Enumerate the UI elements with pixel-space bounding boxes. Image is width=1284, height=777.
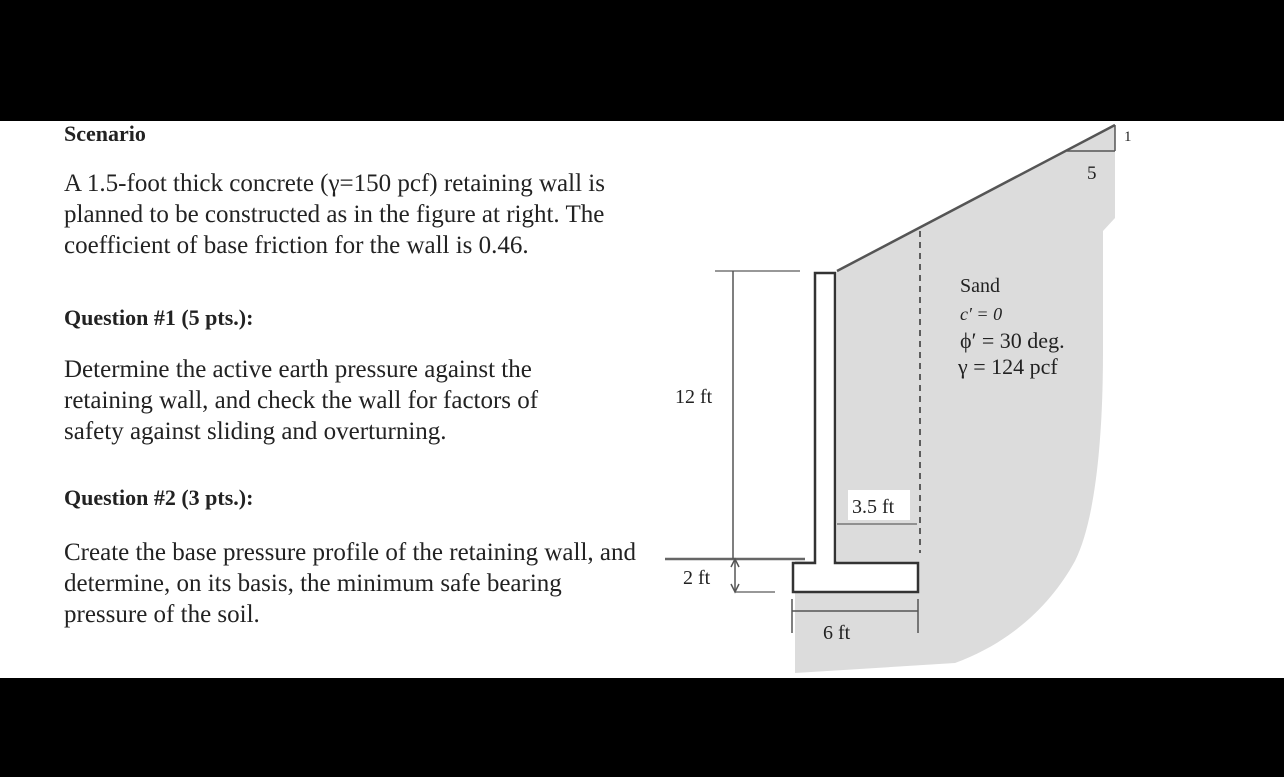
slope-rise-label: 1: [1124, 129, 1132, 145]
retaining-wall-diagram: [655, 121, 1284, 678]
soil-cohesion: c′ = 0: [960, 304, 1003, 324]
scenario-heading: Scenario: [64, 121, 146, 146]
slope-run-label: 5: [1087, 163, 1097, 184]
base-depth-label: 2 ft: [683, 567, 711, 589]
question-2-heading: Question #2 (3 pts.):: [64, 485, 254, 510]
scenario-text: A 1.5-foot thick concrete (γ=150 pcf) retaining wall is planned to be constructed as in the figure at right. The coefficient of base friction for the wall is 0.46.: [64, 170, 605, 259]
question-1-heading: Question #1 (5 pts.):: [64, 305, 254, 330]
wall-height-label: 12 ft: [675, 386, 713, 408]
document-page: [0, 121, 1284, 678]
retaining-wall-figure: [655, 121, 1284, 678]
soil-unit-weight: γ = 124 pcf: [958, 354, 1058, 379]
base-width-label: 6 ft: [823, 622, 851, 644]
heel-height-label: 3.5 ft: [852, 496, 895, 518]
question-1-text: Determine the active earth pressure against the retaining wall, and check the wall for factors of safety against sliding and overturning.: [64, 356, 539, 445]
soil-friction-angle: ϕ′ = 30 deg.: [960, 328, 1065, 353]
soil-name: Sand: [960, 275, 1000, 297]
question-2-text: Create the base pressure profile of the retaining wall, and determine, on its basis, the minimum safe bearing pressure of the soil.: [64, 539, 636, 628]
